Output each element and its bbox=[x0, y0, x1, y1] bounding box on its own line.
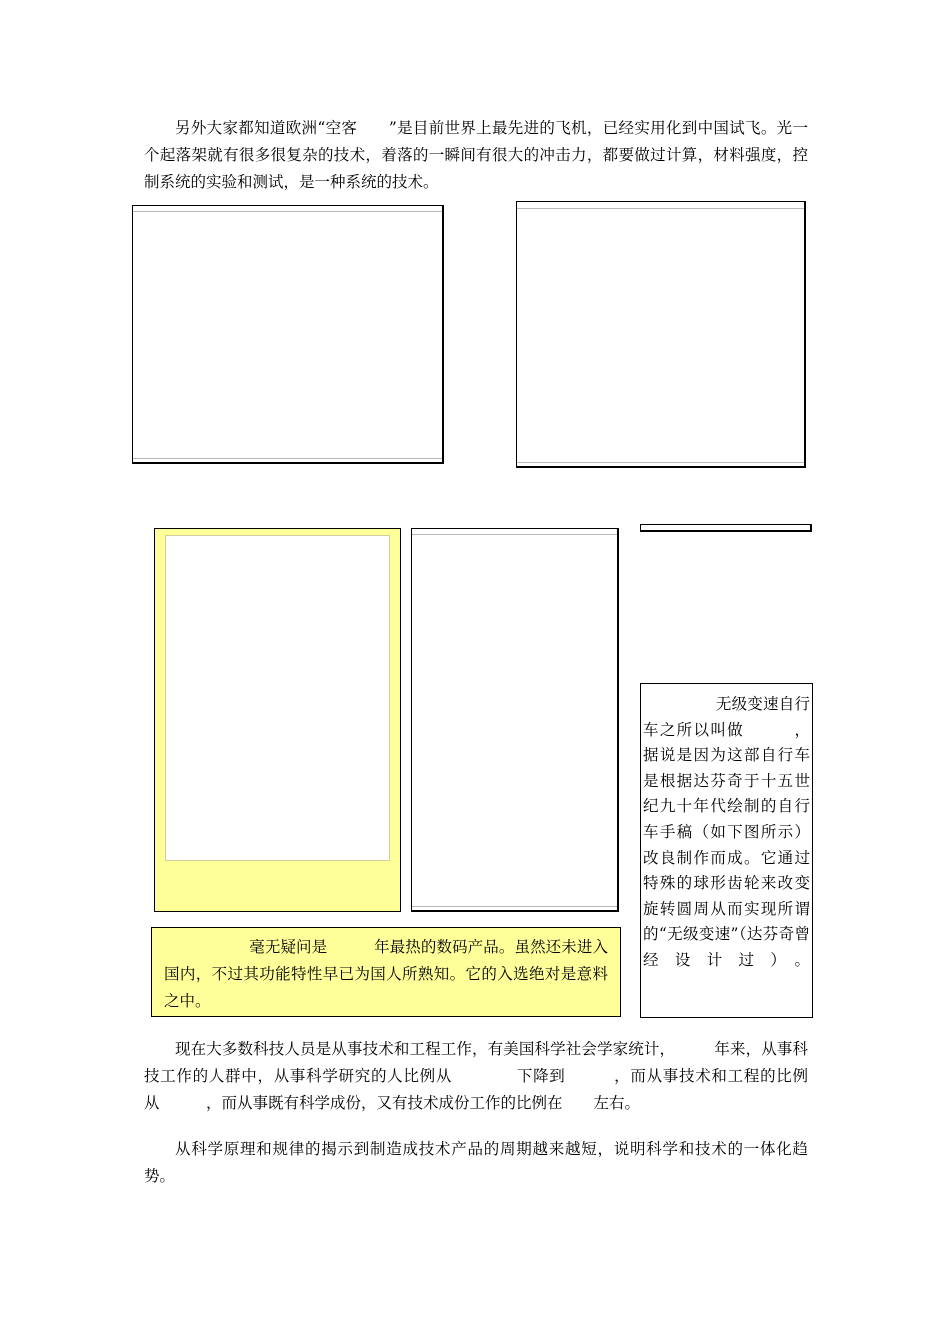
image-frame-right bbox=[516, 201, 806, 468]
product-caption-text: 毫无疑问是 年最热的数码产品。虽然还未进入国内，不过其功能特性早已为国人所熟知。它的入选绝对是意料之中。 bbox=[164, 938, 608, 1010]
image-frame-left bbox=[132, 205, 444, 464]
image-frame-middle bbox=[411, 528, 619, 912]
product-image-placeholder bbox=[165, 535, 390, 861]
image-frame-small bbox=[640, 524, 812, 532]
paragraph-integration: 从科学原理和规律的揭示到制造成技术产品的周期越来越短，说明科学和技术的一体化趋势。 bbox=[144, 1140, 808, 1185]
paragraph-statistics: 现在大多数科技人员是从事技术和工程工作，有美国科学社会学家统计， 年来，从事科技工作的人群中，从事科学研究的人比例从 下降到 ，而从事技术和工程的比例从 ，而从事既有科学成份，又有技术成份工作的比例在 左右。 bbox=[144, 1040, 808, 1112]
paragraph-airbus: 另外大家都知道欧洲“空客 ”是目前世界上最先进的飞机，已经实用化到中国试飞。光一个起落架就有很多很复杂的技术，着落的一瞬间有很大的冲击力，都要做过计算，材料强度，控制系统的实验和测试，是一种系统的技术。 bbox=[144, 119, 808, 191]
product-image-panel bbox=[154, 528, 401, 912]
bicycle-note-text: 无级变速自行车之所以叫做 ，据说是因为这部自行车是根据达芬奇于十五世纪九十年代绘制的自行车手稿（如下图所示）改良制作而成。它通过特殊的球形齿轮来改变旋转圆周从而实现所谓的“无级变速”（达芬奇曾经设计过）。 bbox=[643, 695, 810, 969]
bicycle-note-box bbox=[640, 683, 813, 1018]
product-caption-box bbox=[151, 927, 621, 1017]
